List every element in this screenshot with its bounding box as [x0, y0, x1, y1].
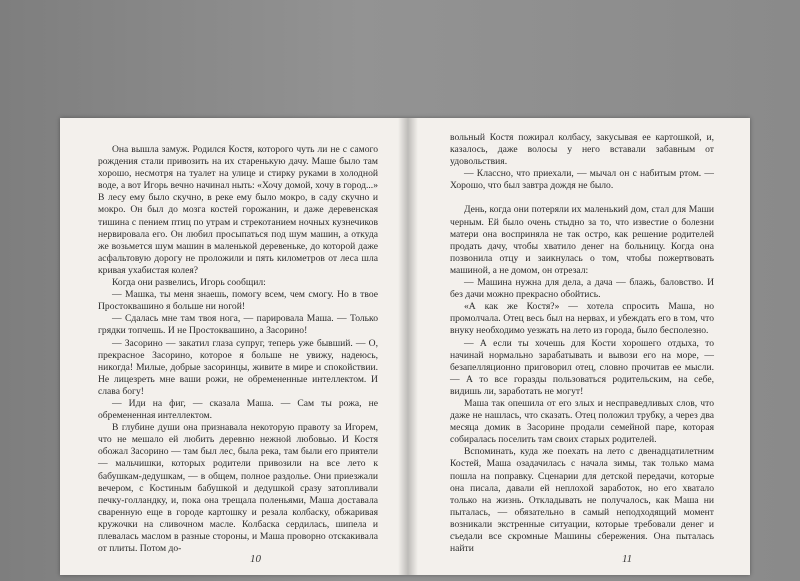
open-book-spread [60, 118, 750, 575]
right-paragraph-7: Маша так опешила от его злых и несправедливых слов, что даже не нашлась, что сказать. Отец положил трубку, а через два месяца домик в Засорине продали семейной паре, которая собиралась поселить там своих старых родителей. [450, 397, 714, 446]
right-paragraph-4: — Машина нужна для дела, а дача — блажь, баловство. И без дачи можно прекрасно обойтись. [450, 277, 714, 301]
right-paragraph-6: — А если ты хочешь для Кости хорошего отдыха, то начинай нормально зарабатывать и вывози его на море, — безапелляционно приговорил отец, словно прочитав ее мысли. — А то все горазды пользоваться родительским, на себе, видишь ли, заработать не могут! [450, 337, 714, 397]
left-paragraph-1: Она вышла замуж. Родился Костя, которого чуть ли не с самого рождения стали привозить на их старенькую дачу. Маше было там хорошо, несмотря на туалет на улице и стирку руками в холодной воде, а вот Игорь вечно начинал ныть: «Хочу домой, хочу в город...» В лесу ему было скучно, в реке ему было мокро, в саду скучно и мокро. Он был до мозга костей горожанин, и даже деревенская тишина с пением птиц по утрам и стрекотанием ночных кузнечиков нервировала его. Он любил просыпаться под шум машин, а откуда же возьмется шум машин в маленькой деревеньке, до которой даже асфальтовую дорогу не проложили и пять километров от леса шла кривая ухабистая колея? [98, 144, 378, 276]
right-paragraph-5: «А как же Костя?» — хотела спросить Маша, но промолчала. Отец весь был на нервах, и убеждать его в том, что внуку необходимо уезжать на лето из города, было бесполезно. [450, 301, 714, 337]
right-page [414, 118, 750, 575]
left-paragraph-4: — Сдалась мне там твоя нога, — парировала Маша. — Только грядки топчешь. И не Простоквашино, а Засорино! [98, 313, 378, 337]
left-paragraph-7: В глубине души она признавала некоторую правоту за Игорем, что не мешало ей любить деревню нежной любовью. И Костя обожал Засорино — там был лес, была река, там были его приятели — мальчишки, которых родители привозили на все лето к бабушкам-дедушкам, — в общем, полное раздолье. Они приезжали вечером, с Костиным бабушкой и дедушкой сразу затопливали печку-голландку, и, пока она трещала поленьями, Маша доставала сваренную еще в городе картошку и резала колбаску, обжаривая кружочки на сливочном масле. Колбаска сердилась, шипела и плевалась маслом в разные стороны, и Маша проворно отскакивала от плиты. Потом до- [98, 422, 378, 555]
left-page [60, 118, 400, 575]
right-page-number: 11 [622, 552, 633, 565]
left-paragraph-6: — Иди на фиг, — сказала Маша. — Сам ты рожа, не обремененная интеллектом. [98, 397, 378, 422]
left-paragraph-5: — Засорино — закатил глаза супруг, теперь уже бывший. — О, прекрасное Засорино, которое я больше не увижу, надеюсь, никогда! Милые, добрые засоринцы, живите в мире и спокойствии. Не лицезреть мне ваши рожи, не обремененные интеллектом. И слава богу! [98, 337, 378, 397]
left-paragraph-3: — Машка, ты меня знаешь, помогу всем, чем смогу. Но в твое Простоквашино я больше ни ногой! [98, 289, 378, 313]
right-paragraph-1: вольный Костя пожирал колбасу, закусывая ее картошкой, и, казалось, даже волосы у него вставали забавным от удовольствия. [450, 132, 714, 168]
left-paragraph-2: Когда они развелись, Игорь сообщил: [112, 277, 266, 289]
left-page-number: 10 [250, 552, 261, 565]
right-paragraph-3: День, когда они потеряли их маленький дом, стал для Маши черным. Ей было очень стыдно за то, что известие о болезни матери она восприняла не так остро, как решение родителей продать дачу, чтобы хватило денег на больницу. Когда она позвонила отцу и заикнулась о том, чтобы пожертвовать машиной, а не домом, он отрезал: [450, 204, 714, 276]
right-paragraph-8: Вспоминать, куда же поехать на лето с двенадцатилетним Костей, Маша озадачилась с начала зимы, так только мама пошла на поправку. Сценарии для детской передачи, которые она писала, давали ей неплохой заработок, но его хватало только на жизнь. Откладывать не получалось, как Маша ни пыталась, — обязательно в самый неподходящий момент возникали экстренные ситуации, которые требовали денег и съедали все скромные Машины сбережения. Она пыталась найти [450, 446, 714, 555]
right-paragraph-2: — Классно, что приехали, — мычал он с набитым ртом. — Хорошо, что был завтра дождя не было. [450, 168, 714, 192]
